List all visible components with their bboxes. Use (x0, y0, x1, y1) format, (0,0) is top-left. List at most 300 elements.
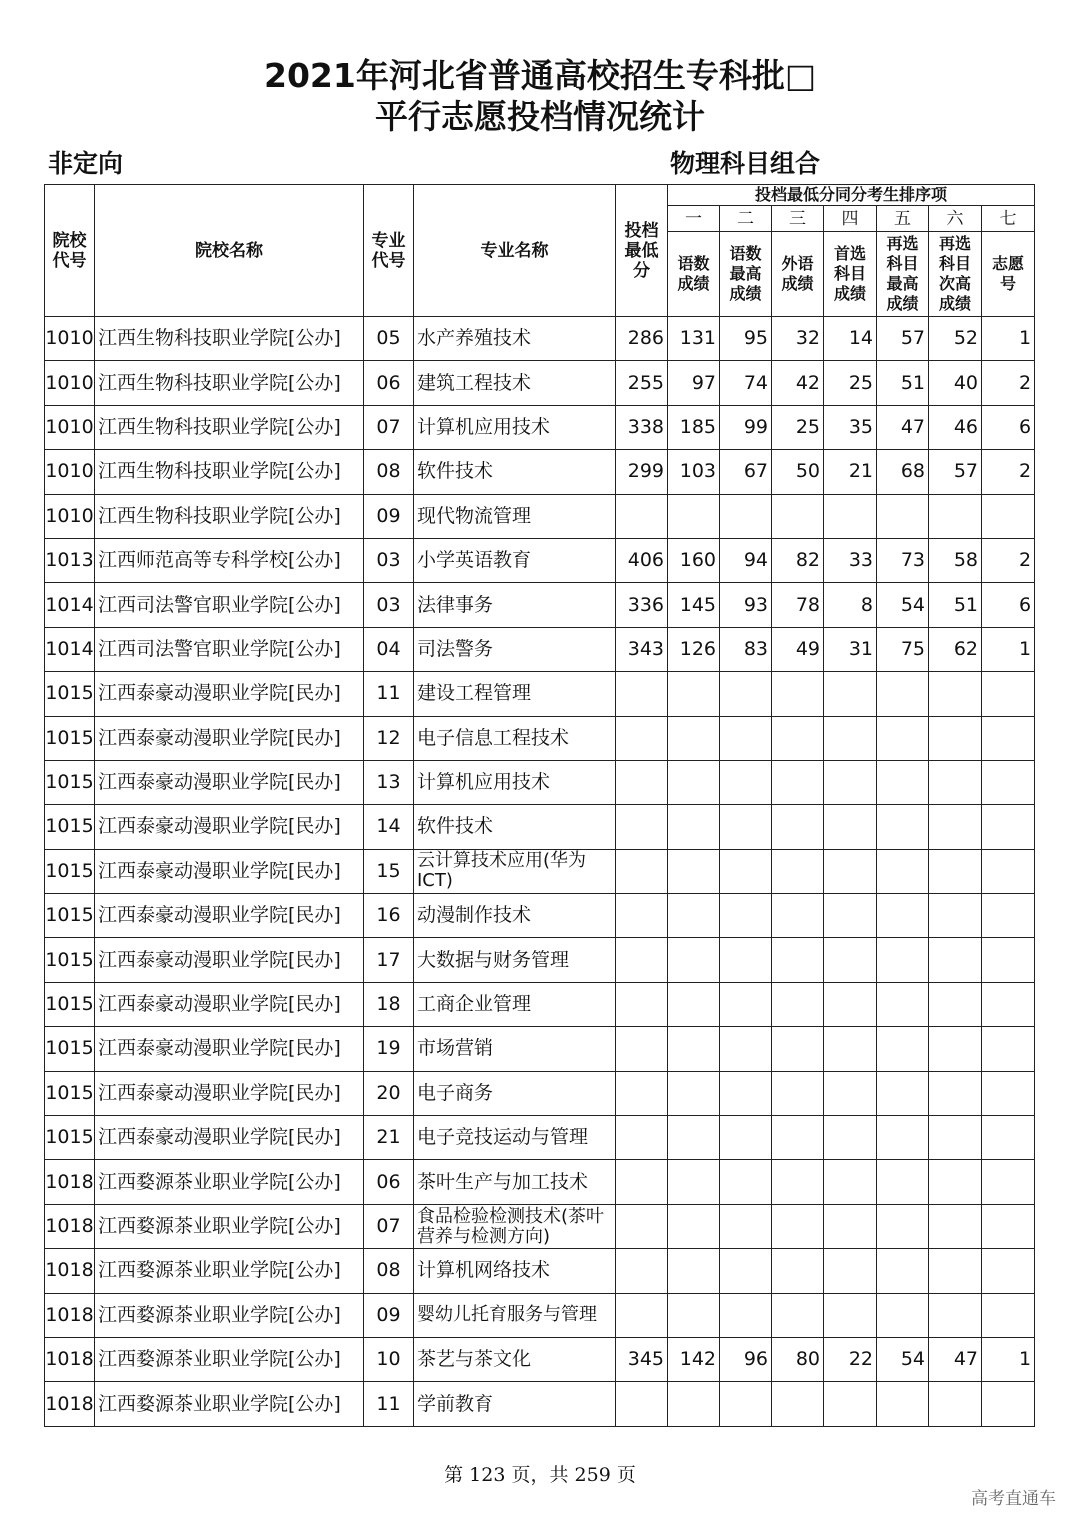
header-school-code: 院校代号 (45, 185, 95, 317)
min-score-cell: 255 (616, 361, 668, 405)
tie-break-cell-1 (668, 1027, 720, 1071)
tie-break-cell-6: 40 (929, 361, 982, 405)
tie-break-cell-1 (668, 1116, 720, 1160)
school-name-cell: 江西婺源茶业职业学院[公办] (95, 1337, 364, 1381)
tie-break-cell-3 (772, 982, 824, 1026)
tie-break-cell-6 (929, 805, 982, 849)
tie-break-cell-2 (720, 494, 772, 538)
school-code-cell: 1018 (45, 1160, 95, 1204)
major-name-cell: 电子竞技运动与管理 (414, 1116, 616, 1160)
tie-break-cell-1 (668, 982, 720, 1026)
tie-break-cell-2 (720, 672, 772, 716)
tie-break-cell-6 (929, 982, 982, 1026)
tie-break-cell-7: 1 (982, 627, 1035, 671)
major-code-cell: 11 (364, 672, 414, 716)
tie-break-cell-4 (824, 982, 877, 1026)
school-code-cell: 1015 (45, 894, 95, 938)
tie-break-cell-3 (772, 849, 824, 893)
tie-break-cell-3 (772, 1204, 824, 1248)
tie-break-cell-1 (668, 805, 720, 849)
major-name-cell: 建筑工程技术 (414, 361, 616, 405)
table-row (45, 317, 1035, 361)
school-code-cell: 1018 (45, 1337, 95, 1381)
min-score-cell: 299 (616, 450, 668, 494)
tie-break-cell-7 (982, 494, 1035, 538)
min-score-cell (616, 1382, 668, 1426)
major-code-cell: 06 (364, 361, 414, 405)
tie-break-cell-5: 57 (877, 317, 929, 361)
major-name-cell: 茶叶生产与加工技术 (414, 1160, 616, 1204)
tie-break-cell-6 (929, 760, 982, 804)
major-name-cell: 建设工程管理 (414, 672, 616, 716)
school-name-cell: 江西婺源茶业职业学院[公办] (95, 1293, 364, 1337)
tie-break-cell-4 (824, 1160, 877, 1204)
school-name-cell: 江西泰豪动漫职业学院[民办] (95, 805, 364, 849)
tie-break-cell-5 (877, 1204, 929, 1248)
tie-break-cell-2 (720, 1293, 772, 1337)
major-code-cell: 08 (364, 450, 414, 494)
tie-break-cell-2: 74 (720, 361, 772, 405)
school-name-cell: 江西泰豪动漫职业学院[民办] (95, 1116, 364, 1160)
major-code-cell: 06 (364, 1160, 414, 1204)
table-row (45, 716, 1035, 760)
tie-break-cell-2: 93 (720, 583, 772, 627)
header-order-7: 七 (982, 206, 1035, 232)
tie-break-cell-3 (772, 1116, 824, 1160)
tie-break-cell-5 (877, 849, 929, 893)
school-code-cell: 1010 (45, 361, 95, 405)
tie-break-cell-2: 96 (720, 1337, 772, 1381)
tie-break-cell-4 (824, 849, 877, 893)
header-order-2: 二 (720, 206, 772, 232)
min-score-cell: 286 (616, 317, 668, 361)
table-row (45, 849, 1035, 893)
tie-break-cell-1: 185 (668, 405, 720, 449)
school-name-cell: 江西泰豪动漫职业学院[民办] (95, 1071, 364, 1115)
table-row (45, 494, 1035, 538)
table-row (45, 1116, 1035, 1160)
min-score-cell (616, 1293, 668, 1337)
page-footer: 第 123 页，共 259 页 (444, 1464, 636, 1486)
tie-break-cell-3: 82 (772, 538, 824, 582)
header-order-5: 五 (877, 206, 929, 232)
tie-break-cell-1 (668, 672, 720, 716)
min-score-cell: 343 (616, 627, 668, 671)
major-name-cell: 计算机应用技术 (414, 760, 616, 804)
school-code-cell: 1015 (45, 716, 95, 760)
major-code-cell: 15 (364, 849, 414, 893)
tie-break-cell-6 (929, 716, 982, 760)
min-score-cell (616, 1249, 668, 1293)
tie-break-cell-2: 94 (720, 538, 772, 582)
table-row (45, 760, 1035, 804)
min-score-cell (616, 716, 668, 760)
major-code-cell: 18 (364, 982, 414, 1026)
header-major-code: 专业代号 (364, 185, 414, 317)
major-name-cell: 食品检验检测技术(茶叶营养与检测方向) (414, 1204, 616, 1248)
table-row (45, 1204, 1035, 1248)
tie-break-cell-2 (720, 849, 772, 893)
min-score-cell (616, 849, 668, 893)
school-name-cell: 江西生物科技职业学院[公办] (95, 361, 364, 405)
tie-break-cell-2 (720, 805, 772, 849)
tie-break-cell-6 (929, 1293, 982, 1337)
major-code-cell: 10 (364, 1337, 414, 1381)
tie-break-cell-3 (772, 1027, 824, 1071)
tie-break-cell-4: 25 (824, 361, 877, 405)
tie-break-cell-4: 14 (824, 317, 877, 361)
school-code-cell: 1014 (45, 627, 95, 671)
major-code-cell: 19 (364, 1027, 414, 1071)
major-code-cell: 05 (364, 317, 414, 361)
header-order-3: 三 (772, 206, 824, 232)
tie-break-cell-6 (929, 1071, 982, 1115)
tie-break-cell-3 (772, 494, 824, 538)
tie-break-cell-4: 21 (824, 450, 877, 494)
tie-break-cell-7 (982, 1204, 1035, 1248)
table-row (45, 1160, 1035, 1204)
school-code-cell: 1014 (45, 583, 95, 627)
tie-break-cell-3 (772, 760, 824, 804)
tie-break-cell-1 (668, 494, 720, 538)
tie-break-cell-4 (824, 1071, 877, 1115)
major-code-cell: 20 (364, 1071, 414, 1115)
tie-break-cell-1: 103 (668, 450, 720, 494)
page-title-line-2: 平行志愿投档情况统计 (375, 97, 705, 136)
tie-break-cell-1: 131 (668, 317, 720, 361)
tie-break-cell-1: 126 (668, 627, 720, 671)
school-code-cell: 1018 (45, 1293, 95, 1337)
admission-table (44, 184, 1035, 1427)
school-name-cell: 江西泰豪动漫职业学院[民办] (95, 760, 364, 804)
tie-break-cell-7 (982, 1071, 1035, 1115)
tie-break-cell-2: 67 (720, 450, 772, 494)
tie-break-cell-6: 51 (929, 583, 982, 627)
tie-break-cell-5 (877, 805, 929, 849)
tie-break-cell-3: 78 (772, 583, 824, 627)
tie-break-cell-5 (877, 1027, 929, 1071)
tie-break-cell-3 (772, 1160, 824, 1204)
tie-break-cell-5 (877, 1382, 929, 1426)
school-code-cell: 1015 (45, 849, 95, 893)
tie-break-cell-7 (982, 1116, 1035, 1160)
tie-break-cell-7 (982, 938, 1035, 982)
table-row (45, 894, 1035, 938)
subtitle-subject-group: 物理科目组合 (670, 149, 821, 178)
major-name-cell: 市场营销 (414, 1027, 616, 1071)
tie-break-cell-6 (929, 1160, 982, 1204)
school-name-cell: 江西泰豪动漫职业学院[民办] (95, 716, 364, 760)
tie-break-cell-5 (877, 938, 929, 982)
major-name-cell: 计算机网络技术 (414, 1249, 616, 1293)
tie-break-cell-4 (824, 672, 877, 716)
tie-break-cell-4 (824, 938, 877, 982)
major-name-cell: 婴幼儿托育服务与管理 (414, 1293, 616, 1337)
school-name-cell: 江西泰豪动漫职业学院[民办] (95, 849, 364, 893)
tie-break-cell-7 (982, 1160, 1035, 1204)
tie-break-cell-1: 145 (668, 583, 720, 627)
tie-break-cell-5: 75 (877, 627, 929, 671)
min-score-cell (616, 494, 668, 538)
min-score-cell (616, 1071, 668, 1115)
major-code-cell: 13 (364, 760, 414, 804)
tie-break-cell-1 (668, 1160, 720, 1204)
tie-break-cell-2 (720, 894, 772, 938)
school-name-cell: 江西泰豪动漫职业学院[民办] (95, 1027, 364, 1071)
tie-break-cell-2 (720, 1204, 772, 1248)
tie-break-cell-2: 95 (720, 317, 772, 361)
header-criterion-3: 外语成绩 (772, 232, 824, 317)
tie-break-cell-6 (929, 1382, 982, 1426)
school-name-cell: 江西泰豪动漫职业学院[民办] (95, 938, 364, 982)
major-code-cell: 03 (364, 538, 414, 582)
school-name-cell: 江西婺源茶业职业学院[公办] (95, 1382, 364, 1426)
tie-break-cell-7 (982, 716, 1035, 760)
tie-break-cell-6 (929, 494, 982, 538)
table-row (45, 1027, 1035, 1071)
tie-break-cell-1 (668, 1249, 720, 1293)
major-code-cell: 11 (364, 1382, 414, 1426)
tie-break-cell-6 (929, 849, 982, 893)
school-code-cell: 1013 (45, 538, 95, 582)
tie-break-cell-3 (772, 1249, 824, 1293)
header-school-name: 院校名称 (95, 185, 364, 317)
tie-break-cell-3 (772, 1293, 824, 1337)
major-name-cell: 电子商务 (414, 1071, 616, 1115)
tie-break-cell-6: 52 (929, 317, 982, 361)
tie-break-cell-2 (720, 1116, 772, 1160)
tie-break-cell-4: 31 (824, 627, 877, 671)
school-code-cell: 1015 (45, 672, 95, 716)
major-name-cell: 工商企业管理 (414, 982, 616, 1026)
table-row (45, 361, 1035, 405)
tie-break-cell-3: 32 (772, 317, 824, 361)
school-code-cell: 1015 (45, 1027, 95, 1071)
school-name-cell: 江西生物科技职业学院[公办] (95, 317, 364, 361)
table-row (45, 1293, 1035, 1337)
tie-break-cell-6 (929, 938, 982, 982)
tie-break-cell-6: 57 (929, 450, 982, 494)
watermark: 高考直通车 (971, 1489, 1056, 1509)
tie-break-cell-2 (720, 1249, 772, 1293)
tie-break-cell-1: 97 (668, 361, 720, 405)
tie-break-cell-2 (720, 982, 772, 1026)
major-name-cell: 现代物流管理 (414, 494, 616, 538)
major-name-cell: 云计算技术应用(华为ICT) (414, 849, 616, 893)
tie-break-cell-1 (668, 1071, 720, 1115)
tie-break-cell-2: 83 (720, 627, 772, 671)
tie-break-cell-4 (824, 1382, 877, 1426)
tie-break-cell-5: 68 (877, 450, 929, 494)
tie-break-cell-3 (772, 1071, 824, 1115)
tie-break-cell-4 (824, 1027, 877, 1071)
tie-break-cell-3 (772, 672, 824, 716)
min-score-cell (616, 1160, 668, 1204)
tie-break-cell-5: 47 (877, 405, 929, 449)
tie-break-cell-3: 25 (772, 405, 824, 449)
table-row (45, 1249, 1035, 1293)
tie-break-cell-3: 49 (772, 627, 824, 671)
tie-break-cell-1 (668, 760, 720, 804)
subtitle-category: 非定向 (48, 149, 124, 178)
major-code-cell: 03 (364, 583, 414, 627)
school-code-cell: 1015 (45, 760, 95, 804)
tie-break-cell-4 (824, 716, 877, 760)
tie-break-cell-4 (824, 760, 877, 804)
school-name-cell: 江西泰豪动漫职业学院[民办] (95, 894, 364, 938)
tie-break-cell-6: 62 (929, 627, 982, 671)
major-code-cell: 14 (364, 805, 414, 849)
school-name-cell: 江西司法警官职业学院[公办] (95, 583, 364, 627)
tie-break-cell-3: 80 (772, 1337, 824, 1381)
major-name-cell: 司法警务 (414, 627, 616, 671)
tie-break-cell-2 (720, 1071, 772, 1115)
header-order-4: 四 (824, 206, 877, 232)
tie-break-cell-5: 54 (877, 1337, 929, 1381)
tie-break-cell-6 (929, 1249, 982, 1293)
major-name-cell: 小学英语教育 (414, 538, 616, 582)
table-row (45, 538, 1035, 582)
tie-break-cell-5 (877, 982, 929, 1026)
tie-break-cell-4 (824, 494, 877, 538)
tie-break-cell-4 (824, 1249, 877, 1293)
header-criterion-7: 志愿号 (982, 232, 1035, 317)
header-tie-break-title: 投档最低分同分考生排序项 (668, 185, 1035, 206)
tie-break-cell-7 (982, 1382, 1035, 1426)
school-code-cell: 1018 (45, 1382, 95, 1426)
major-code-cell: 17 (364, 938, 414, 982)
school-code-cell: 1010 (45, 494, 95, 538)
school-code-cell: 1015 (45, 1071, 95, 1115)
table-row (45, 1337, 1035, 1381)
major-code-cell: 09 (364, 494, 414, 538)
min-score-cell (616, 760, 668, 804)
header-order-1: 一 (668, 206, 720, 232)
tie-break-cell-5: 73 (877, 538, 929, 582)
tie-break-cell-7 (982, 1293, 1035, 1337)
tie-break-cell-7 (982, 982, 1035, 1026)
school-code-cell: 1010 (45, 317, 95, 361)
tie-break-cell-1 (668, 849, 720, 893)
tie-break-cell-7: 2 (982, 450, 1035, 494)
school-code-cell: 1010 (45, 450, 95, 494)
tie-break-cell-5 (877, 760, 929, 804)
tie-break-cell-1 (668, 716, 720, 760)
tie-break-cell-5: 51 (877, 361, 929, 405)
tie-break-cell-7 (982, 894, 1035, 938)
tie-break-cell-6: 47 (929, 1337, 982, 1381)
tie-break-cell-7: 6 (982, 583, 1035, 627)
tie-break-cell-2 (720, 716, 772, 760)
tie-break-cell-6: 46 (929, 405, 982, 449)
tie-break-cell-1 (668, 894, 720, 938)
major-name-cell: 电子信息工程技术 (414, 716, 616, 760)
tie-break-cell-5 (877, 1071, 929, 1115)
major-code-cell: 09 (364, 1293, 414, 1337)
header-min-score: 投档最低分 (616, 185, 668, 317)
header-major-name: 专业名称 (414, 185, 616, 317)
school-name-cell: 江西生物科技职业学院[公办] (95, 494, 364, 538)
tie-break-cell-6 (929, 1204, 982, 1248)
major-name-cell: 法律事务 (414, 583, 616, 627)
tie-break-cell-2 (720, 760, 772, 804)
school-code-cell: 1015 (45, 938, 95, 982)
major-code-cell: 07 (364, 405, 414, 449)
tie-break-cell-7 (982, 1027, 1035, 1071)
header-criterion-4: 首选科目成绩 (824, 232, 877, 317)
school-name-cell: 江西生物科技职业学院[公办] (95, 405, 364, 449)
tie-break-cell-2 (720, 1027, 772, 1071)
tie-break-cell-4 (824, 805, 877, 849)
school-name-cell: 江西泰豪动漫职业学院[民办] (95, 982, 364, 1026)
tie-break-cell-5 (877, 894, 929, 938)
tie-break-cell-7 (982, 672, 1035, 716)
school-name-cell: 江西生物科技职业学院[公办] (95, 450, 364, 494)
tie-break-cell-3 (772, 894, 824, 938)
school-code-cell: 1018 (45, 1204, 95, 1248)
major-name-cell: 动漫制作技术 (414, 894, 616, 938)
major-code-cell: 12 (364, 716, 414, 760)
tie-break-cell-7: 1 (982, 1337, 1035, 1381)
major-code-cell: 07 (364, 1204, 414, 1248)
school-code-cell: 1015 (45, 805, 95, 849)
tie-break-cell-5 (877, 494, 929, 538)
min-score-cell: 336 (616, 583, 668, 627)
tie-break-cell-1: 160 (668, 538, 720, 582)
table-row (45, 1071, 1035, 1115)
school-code-cell: 1015 (45, 982, 95, 1026)
tie-break-cell-5 (877, 1116, 929, 1160)
tie-break-cell-3 (772, 716, 824, 760)
school-name-cell: 江西婺源茶业职业学院[公办] (95, 1160, 364, 1204)
tie-break-cell-2 (720, 1160, 772, 1204)
school-name-cell: 江西司法警官职业学院[公办] (95, 627, 364, 671)
school-code-cell: 1010 (45, 405, 95, 449)
tie-break-cell-7 (982, 849, 1035, 893)
tie-break-cell-3 (772, 805, 824, 849)
major-name-cell: 大数据与财务管理 (414, 938, 616, 982)
min-score-cell (616, 1116, 668, 1160)
header-criterion-6: 再选科目次高成绩 (929, 232, 982, 317)
major-name-cell: 学前教育 (414, 1382, 616, 1426)
tie-break-cell-3 (772, 1382, 824, 1426)
tie-break-cell-5 (877, 672, 929, 716)
min-score-cell (616, 938, 668, 982)
major-name-cell: 茶艺与茶文化 (414, 1337, 616, 1381)
page-title-line-1: 2021年河北省普通高校招生专科批□ (263, 56, 817, 95)
tie-break-cell-4: 22 (824, 1337, 877, 1381)
table-row (45, 938, 1035, 982)
tie-break-cell-7: 1 (982, 317, 1035, 361)
tie-break-cell-4 (824, 1204, 877, 1248)
tie-break-cell-7 (982, 760, 1035, 804)
min-score-cell (616, 1204, 668, 1248)
min-score-cell (616, 1027, 668, 1071)
tie-break-cell-5 (877, 1249, 929, 1293)
tie-break-cell-7: 2 (982, 361, 1035, 405)
header-criterion-5: 再选科目最高成绩 (877, 232, 929, 317)
table-row (45, 583, 1035, 627)
tie-break-cell-6 (929, 1027, 982, 1071)
major-code-cell: 04 (364, 627, 414, 671)
tie-break-cell-4 (824, 1116, 877, 1160)
min-score-cell (616, 894, 668, 938)
tie-break-cell-3: 42 (772, 361, 824, 405)
major-name-cell: 软件技术 (414, 805, 616, 849)
min-score-cell (616, 805, 668, 849)
tie-break-cell-7: 6 (982, 405, 1035, 449)
tie-break-cell-2 (720, 938, 772, 982)
